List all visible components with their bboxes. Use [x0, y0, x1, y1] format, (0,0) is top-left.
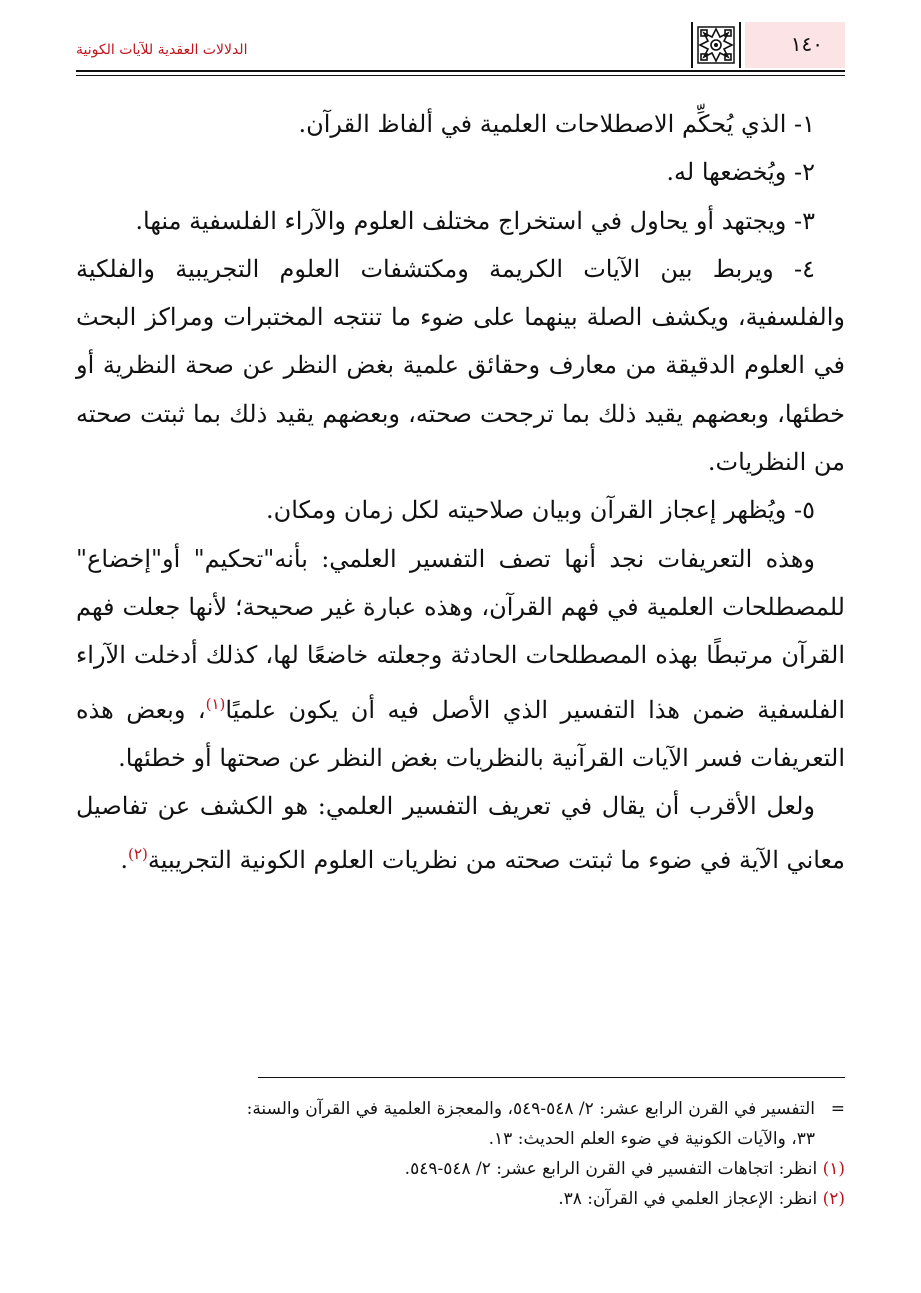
footnote-text: انظر: اتجاهات التفسير في القرن الرابع عشر: ٢/ ٥٤٨-٥٤٩. [404, 1159, 818, 1179]
footnote-separator [258, 1077, 845, 1078]
footnote-item [76, 1154, 845, 1184]
main-text [76, 100, 845, 885]
footnote-ref-2[interactable]: (٢) [128, 845, 148, 864]
list-item: ٥- ويُظهر إعجاز القرآن وبيان صلاحيته لكل زمان ومكان. [265, 496, 815, 525]
footnote-ref-1[interactable]: (١) [205, 694, 226, 713]
page-number: ١٤٠ [790, 32, 823, 56]
geometric-ornament-icon [691, 22, 741, 68]
footnote-text: انظر: الإعجاز العلمي في القرآن: ٣٨. [558, 1189, 818, 1209]
paragraph-text: ولعل الأقرب أن يقال في تعريف التفسير العلمي: هو الكشف عن تفاصيل معاني الآية في ضوء ما ثبتت صحته من نظريات العلوم الكونية التجريبية [76, 792, 845, 875]
paragraph-definition [76, 782, 845, 885]
continuation-marker: = [830, 1099, 845, 1119]
footnote-continuation-line [76, 1124, 845, 1154]
footnotes [76, 1094, 845, 1214]
footnote-text: ٣٣، والآيات الكونية في ضوء العلم الحديث: ١٣. [488, 1129, 815, 1149]
footnote-item [76, 1184, 845, 1214]
paragraph-critique [76, 535, 845, 782]
footnote-continuation [76, 1094, 845, 1124]
page-header [76, 22, 845, 68]
paragraph-text: ، وبعض هذه التعريفات فسر الآيات القرآنية بالنظريات بغض النظر عن صحتها أو خطئها. [76, 695, 845, 772]
list-item: ٢- ويُخضعها له. [666, 158, 815, 187]
list-item: ٣- ويجتهد أو يحاول في استخراج مختلف العلوم والآراء الفلسفية منها. [135, 206, 815, 235]
footnote-number: (١) [822, 1159, 845, 1179]
list-item: ٤- ويربط بين الآيات الكريمة ومكتشفات العلوم التجريبية والفلكية والفلسفية، ويكشف الصلة بينهما على ضوء ما تنتجه المختبرات ومراكز البحث في العلوم الدقيقة من معارف وحقائق علمية بغض النظر عن صحة النظرية أو خطئها، وبعضهم يقيد ذلك بما ترجحت صحته، وبعضهم يقيد ذلك بما ثبتت صحته من النظريات. [76, 254, 845, 477]
paragraph-text: . [120, 846, 129, 875]
header-rule-thin [76, 75, 845, 76]
running-title: الدلالات العقدية للآيات الكونية [76, 42, 248, 58]
footnote-number: (٢) [822, 1189, 845, 1209]
paragraph-text: وهذه التعريفات نجد أنها تصف التفسير العلمي: بأنه"تحكيم" أو"إخضاع" للمصطلحات العلمية في فهم القرآن، وهذه عبارة غير صحيحة؛ لأنها جعلت فهم القرآن مرتبطًا بهذه المصطلحات الحادثة وجعلته خاضعًا لها، كذلك أدخلت الآراء الفلسفية ضمن هذا التفسير الذي الأصل فيه أن يكون علميًا [76, 544, 846, 724]
page-number-box [745, 22, 845, 68]
list-item: ١- الذي يُحكِّم الاصطلاحات العلمية في ألفاظ القرآن. [298, 110, 815, 138]
header-rule [76, 70, 845, 72]
footnote-text: التفسير في القرن الرابع عشر: ٢/ ٥٤٨-٥٤٩، والمعجزة العلمية في القرآن والسنة: [246, 1099, 815, 1119]
